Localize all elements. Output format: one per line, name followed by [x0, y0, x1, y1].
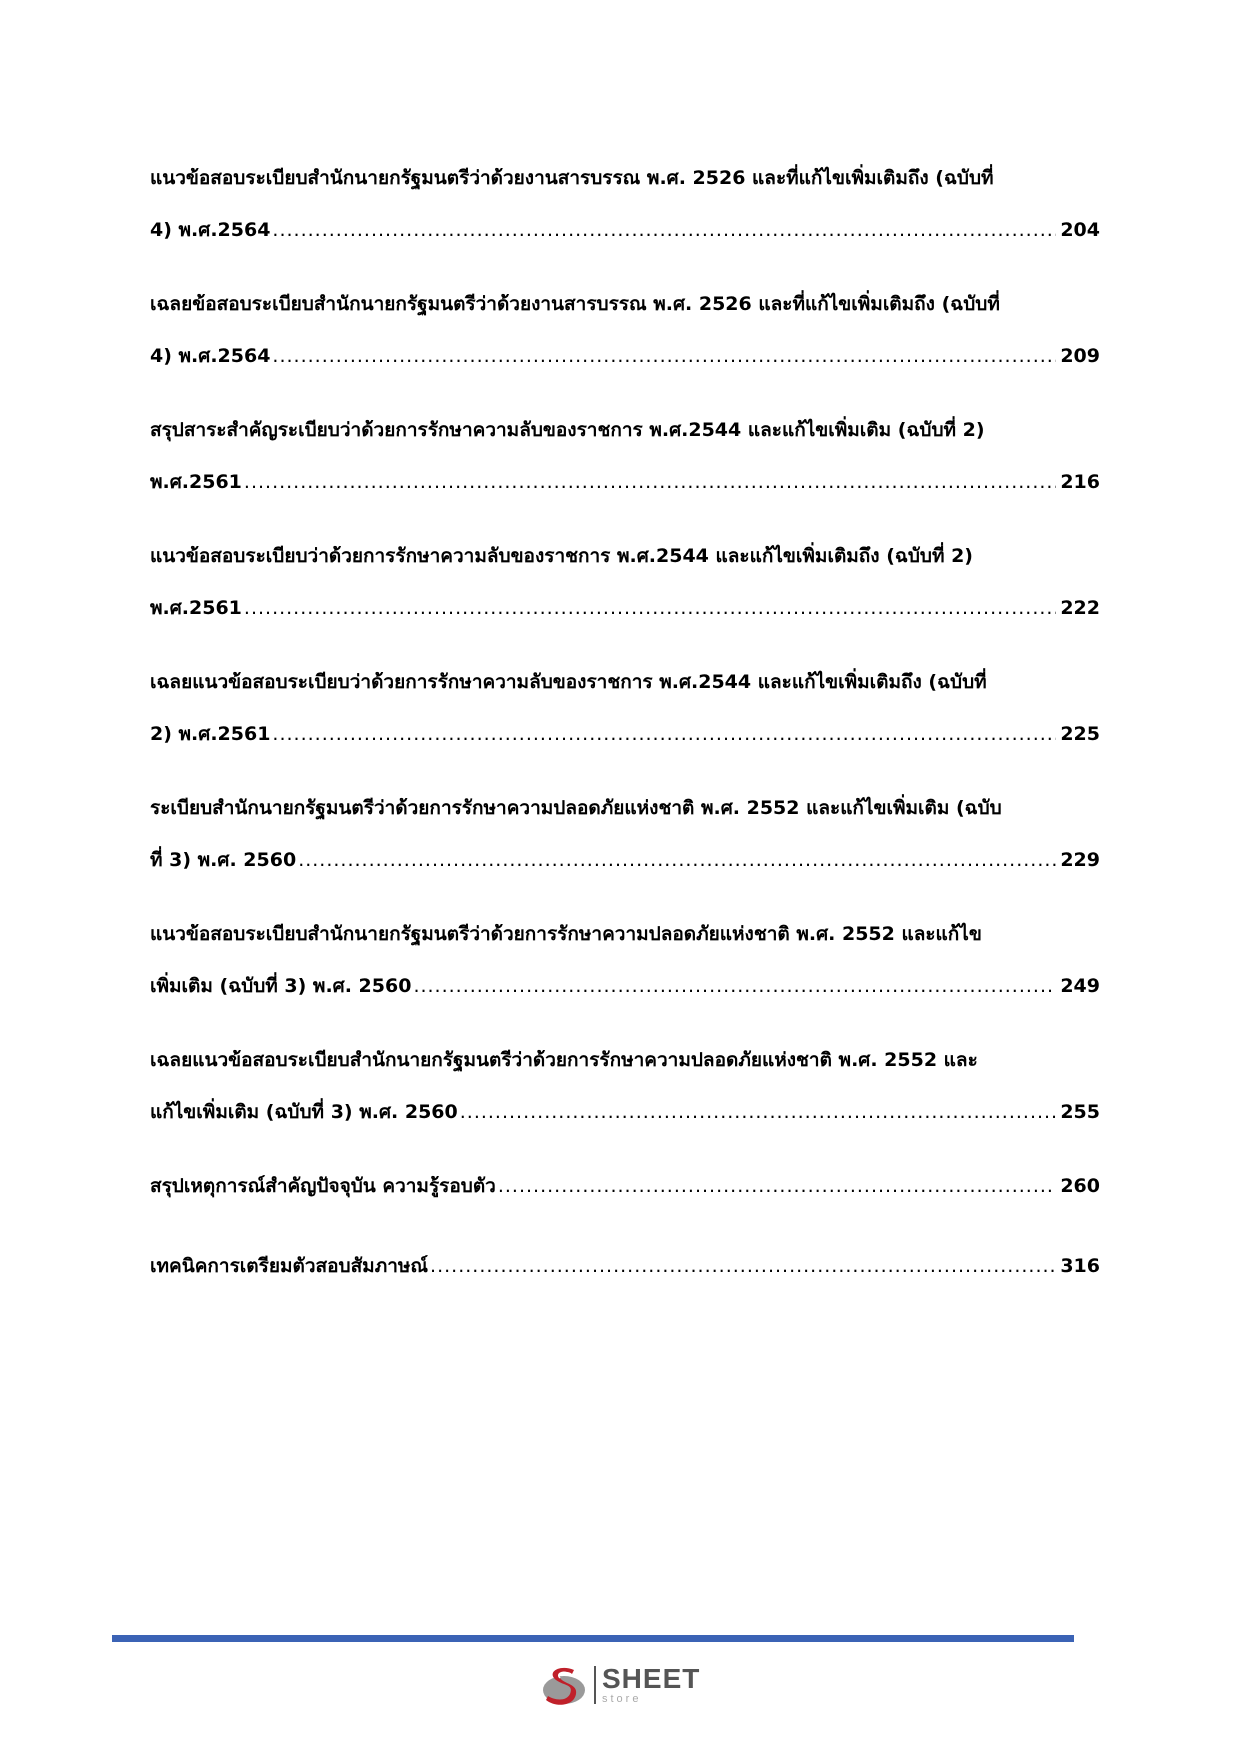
dot-leader — [244, 582, 1056, 634]
toc-entry[interactable] — [150, 1240, 1100, 1292]
toc-entry-title-cont: ที่ 3) พ.ศ. 2560 — [150, 849, 297, 871]
table-of-contents — [150, 152, 1100, 1320]
toc-entry-last-line — [150, 1160, 1100, 1212]
logo-text — [602, 1665, 700, 1705]
toc-entry-title-line: สรุปสาระสำคัญระเบียบว่าด้วยการรักษาความลับของราชการ พ.ศ.2544 และแก้ไขเพิ่มเติม (ฉบับที่ 2) — [150, 419, 985, 441]
toc-page-number: 222 — [1060, 597, 1100, 619]
dot-leader — [298, 834, 1056, 886]
toc-entry[interactable] — [150, 782, 1100, 886]
toc-entry-title-cont: เพิ่มเติม (ฉบับที่ 3) พ.ศ. 2560 — [150, 975, 412, 997]
toc-entry-last-line — [150, 204, 1100, 256]
logo-divider — [594, 1666, 596, 1704]
toc-entry-title-cont: 4) พ.ศ.2564 — [150, 345, 271, 367]
dot-leader — [498, 1160, 1056, 1212]
toc-entry[interactable] — [150, 278, 1100, 382]
dot-leader — [460, 1086, 1057, 1138]
dot-leader — [244, 456, 1056, 508]
toc-entry-last-line — [150, 456, 1100, 508]
footer-rule — [112, 1635, 1074, 1642]
toc-entry[interactable] — [150, 656, 1100, 760]
dot-leader — [272, 204, 1056, 256]
toc-entry-title-line: แนวข้อสอบระเบียบสำนักนายกรัฐมนตรีว่าด้วยงานสารบรรณ พ.ศ. 2526 และที่แก้ไขเพิ่มเติมถึง (ฉบับที่ — [150, 167, 994, 189]
toc-entry-title-cont: 2) พ.ศ.2561 — [150, 723, 271, 745]
dot-leader — [272, 330, 1056, 382]
toc-entry-last-line — [150, 582, 1100, 634]
toc-entry-last-line — [150, 1240, 1100, 1292]
toc-page-number: 260 — [1060, 1175, 1100, 1197]
toc-entry[interactable] — [150, 1160, 1100, 1212]
toc-entry-title-line: เฉลยแนวข้อสอบระเบียบสำนักนายกรัฐมนตรีว่าด้วยการรักษาความปลอดภัยแห่งชาติ พ.ศ. 2552 และ — [150, 1049, 978, 1071]
toc-page-number: 225 — [1060, 723, 1100, 745]
toc-entry-title-cont: แก้ไขเพิ่มเติม (ฉบับที่ 3) พ.ศ. 2560 — [150, 1101, 458, 1123]
toc-page-number: 209 — [1060, 345, 1100, 367]
sheet-store-logo-icon — [540, 1660, 588, 1710]
toc-entry-last-line — [150, 708, 1100, 760]
footer-logo — [540, 1660, 700, 1710]
toc-page-number: 316 — [1060, 1255, 1100, 1277]
toc-entry-title-line: ระเบียบสำนักนายกรัฐมนตรีว่าด้วยการรักษาความปลอดภัยแห่งชาติ พ.ศ. 2552 และแก้ไขเพิ่มเติม (ฉบับ — [150, 797, 1002, 819]
toc-entry-title-cont: พ.ศ.2561 — [150, 471, 242, 493]
toc-page-number: 216 — [1060, 471, 1100, 493]
toc-entry-last-line — [150, 834, 1100, 886]
toc-entry[interactable] — [150, 908, 1100, 1012]
toc-entry-title-cont: พ.ศ.2561 — [150, 597, 242, 619]
toc-entry-title-line: เฉลยข้อสอบระเบียบสำนักนายกรัฐมนตรีว่าด้วยงานสารบรรณ พ.ศ. 2526 และที่แก้ไขเพิ่มเติมถึง (ฉบับที่ — [150, 293, 1000, 315]
toc-entry[interactable] — [150, 404, 1100, 508]
logo-wordmark: SHEET — [602, 1663, 701, 1694]
toc-entry-last-line — [150, 1086, 1100, 1138]
toc-entry-title: สรุปเหตุการณ์สำคัญปัจจุบัน ความรู้รอบตัว — [150, 1175, 496, 1197]
toc-entry-title: เทคนิคการเตรียมตัวสอบสัมภาษณ์ — [150, 1255, 429, 1277]
toc-page-number: 229 — [1060, 849, 1100, 871]
toc-entry[interactable] — [150, 530, 1100, 634]
toc-page-number: 204 — [1060, 219, 1100, 241]
toc-page-number: 249 — [1060, 975, 1100, 997]
toc-entry-last-line — [150, 330, 1100, 382]
toc-page-number: 255 — [1060, 1101, 1100, 1123]
dot-leader — [413, 960, 1056, 1012]
toc-entry-title-line: แนวข้อสอบระเบียบว่าด้วยการรักษาความลับของราชการ พ.ศ.2544 และแก้ไขเพิ่มเติมถึง (ฉบับที่ 2) — [150, 545, 973, 567]
dot-leader — [272, 708, 1056, 760]
dot-leader — [430, 1240, 1056, 1292]
toc-entry[interactable] — [150, 152, 1100, 256]
toc-entry[interactable] — [150, 1034, 1100, 1138]
toc-entry-title-cont: 4) พ.ศ.2564 — [150, 219, 271, 241]
logo-subtext: store — [602, 1693, 642, 1705]
toc-entry-title-line: เฉลยแนวข้อสอบระเบียบว่าด้วยการรักษาความลับของราชการ พ.ศ.2544 และแก้ไขเพิ่มเติมถึง (ฉบับที่ — [150, 671, 987, 693]
toc-entry-last-line — [150, 960, 1100, 1012]
toc-entry-title-line: แนวข้อสอบระเบียบสำนักนายกรัฐมนตรีว่าด้วยการรักษาความปลอดภัยแห่งชาติ พ.ศ. 2552 และแก้ไข — [150, 923, 982, 945]
